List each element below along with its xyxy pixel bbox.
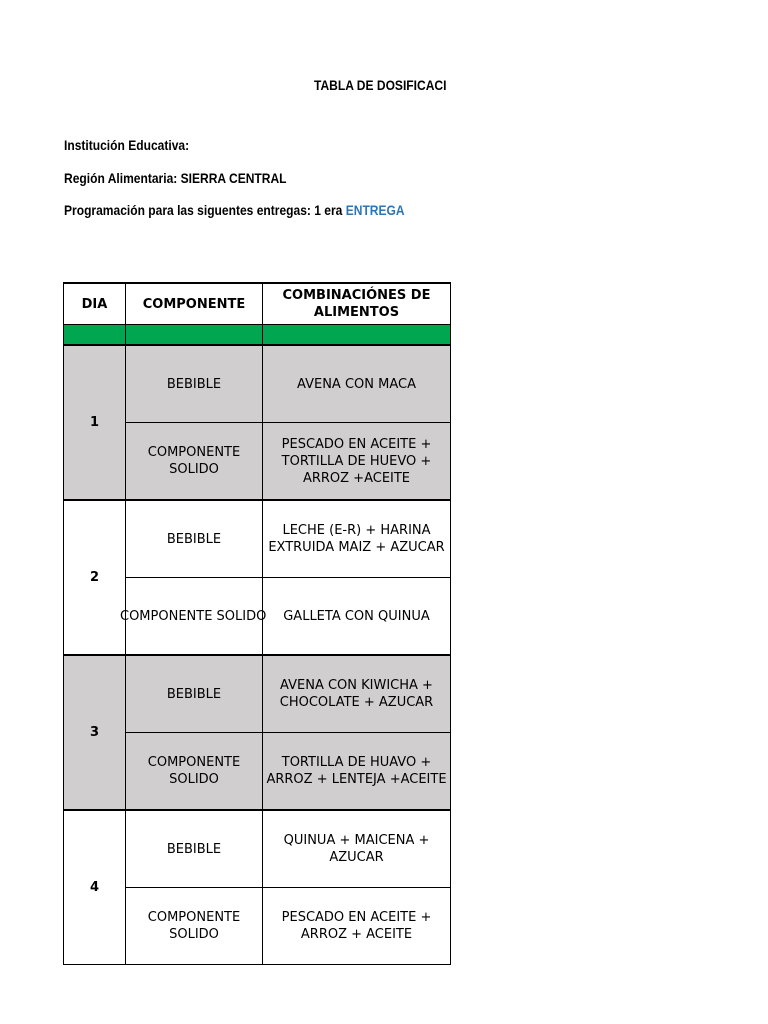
table-row [64, 655, 451, 733]
componente-cell: BEBIBLE [126, 500, 263, 578]
green-band-row [64, 325, 451, 346]
table-header-row [64, 283, 451, 325]
green-band-cell [263, 325, 451, 346]
institucion-label: Institución Educativa: [64, 137, 190, 153]
day-cell: 3 [64, 655, 126, 810]
combinacion-cell: AVENA CON MACA [263, 345, 451, 423]
combinacion-cell: PESCADO EN ACEITE + ARROZ + ACEITE [263, 888, 451, 965]
componente-cell: COMPONENTE SOLIDO [126, 423, 263, 501]
combinacion-cell: AVENA CON KIWICHA + CHOCOLATE + AZUCAR [263, 655, 451, 733]
componente-cell: COMPONENTE SOLIDO [126, 888, 263, 965]
green-band-cell [64, 325, 126, 346]
region-label: Región Alimentaria: SIERRA CENTRAL [64, 170, 287, 186]
green-band-cell [126, 325, 263, 346]
combinacion-cell: LECHE (E-R) + HARINA EXTRUIDA MAIZ + AZUCAR [263, 500, 451, 578]
dosificacion-table-wrapper [63, 282, 451, 948]
dosificacion-table [63, 282, 451, 965]
componente-cell: BEBIBLE [126, 345, 263, 423]
document-title: TABLA DE DOSIFICACI [314, 77, 447, 93]
combinacion-cell: PESCADO EN ACEITE + TORTILLA DE HUEVO + ARROZ +ACEITE [263, 423, 451, 501]
column-header-componente: COMPONENTE [126, 283, 263, 325]
table-row [64, 500, 451, 578]
combinacion-cell: QUINUA + MAICENA + AZUCAR [263, 810, 451, 888]
programacion-line [64, 202, 405, 218]
programacion-entrega: ENTREGA [345, 202, 405, 218]
combinacion-cell: GALLETA CON QUINUA [263, 578, 451, 656]
column-header-dia: DIA [64, 283, 126, 325]
componente-cell: BEBIBLE [126, 810, 263, 888]
combinacion-cell: TORTILLA DE HUAVO + ARROZ + LENTEJA +ACEITE [263, 733, 451, 811]
day-cell: 1 [64, 345, 126, 500]
componente-text: COMPONENTE SOLIDO [120, 608, 267, 624]
table-row [64, 810, 451, 888]
table-row [64, 345, 451, 423]
day-cell: 2 [64, 500, 126, 655]
column-header-combinaciones: COMBINACIÓNES DE ALIMENTOS [263, 283, 451, 325]
componente-cell: BEBIBLE [126, 655, 263, 733]
day-cell: 4 [64, 810, 126, 965]
programacion-prefix: Programación para las siguentes entregas: 1 era [64, 202, 343, 218]
componente-cell [120, 578, 267, 656]
componente-cell: COMPONENTE SOLIDO [126, 733, 263, 811]
